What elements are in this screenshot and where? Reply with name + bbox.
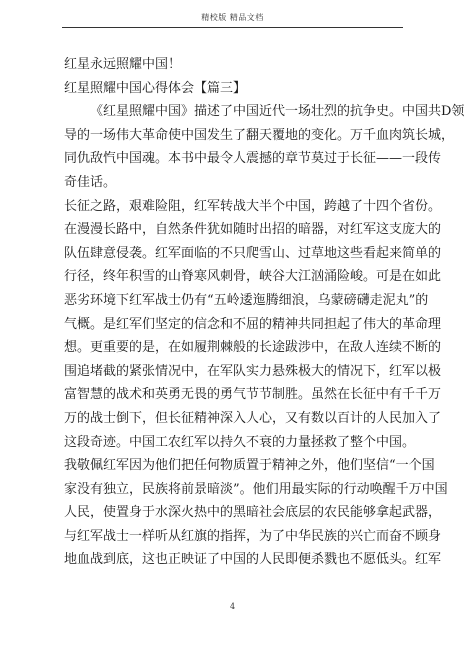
text-line: 奇佳话。 (64, 174, 117, 190)
text-line: 红星照耀中国心得体会【篇三】 (64, 80, 247, 96)
text-line: 恶劣环境下红军战士仍有“五岭逶迤腾细浪，乌蒙磅礴走泥丸”的 (64, 292, 429, 308)
text-line: 行径，终年积雪的山脊寒风刺骨，峡谷大江汹涌险峻。可是在如此 (64, 269, 442, 285)
text-line: 气概。是红军们坚定的信念和不屈的精神共同担起了伟大的革命理 (64, 316, 442, 332)
text-line: 长征之路，艰难险阻，红军转战大半个中国，跨越了十四个省份。 (64, 198, 442, 214)
text-line: 想。更重要的是，在如履荆棘般的长途跋涉中，在敌人连续不断的 (64, 340, 442, 356)
text-line: 这段奇迹。中国工农红军以持久不衰的力量拯救了整个中国。 (64, 434, 416, 450)
document-body (64, 53, 465, 572)
text-line: 队伍肆意侵袭。红军面临的不只爬雪山、过草地这些看起来简单的 (64, 245, 442, 261)
text-line: 地血战到底，这也正映证了中国的人民即便杀戮也不愿低头。红军 (64, 552, 442, 568)
text-line: 富智慧的战术和英勇无畏的勇气节节制胜。虽然在长征中有千千万 (64, 387, 442, 403)
text-line: 万的战士倒下，但长征精神深入人心，又有数以百计的人民加入了 (64, 410, 442, 426)
text-line: 我敬佩红军因为他们把任何物质置于精神之外，他们坚信“一个国 (64, 458, 435, 474)
text-line: 人民，使置身于水深火热中的黑暗社会底层的农民能够拿起武器， (64, 505, 442, 521)
text-line: 红星永远照耀中国！ (64, 57, 182, 72)
text-line: 与红军战士一样听从红旗的指挥，为了中华民族的兴亡而奋不顾身 (64, 528, 442, 544)
text-line: 家没有独立，民族将前景暗淡”。他们用最实际的行动唤醒千万中国 (64, 481, 448, 497)
text-line: 同仇敌忾中国魂。本书中最令人震撼的章节莫过于长征——一段传 (64, 151, 442, 167)
text-line: 《红星照耀中国》描述了中国近代一场壮烈的抗争史。中国共D领 (90, 104, 465, 120)
text-line: 在漫漫长路中，自然条件犹如随时出招的暗器，对红军这支庞大的 (64, 222, 442, 238)
page-header: 精校版 精品文档 (201, 13, 264, 22)
header-divider (62, 27, 403, 28)
page-number: 4 (229, 602, 236, 611)
text-line: 导的一场伟大革命使中国发生了翻天覆地的变化。万千血肉筑长城， (64, 127, 455, 143)
text-line: 围追堵截的紧张情况中，在军队实力悬殊极大的情况下，红军以极 (64, 363, 442, 379)
